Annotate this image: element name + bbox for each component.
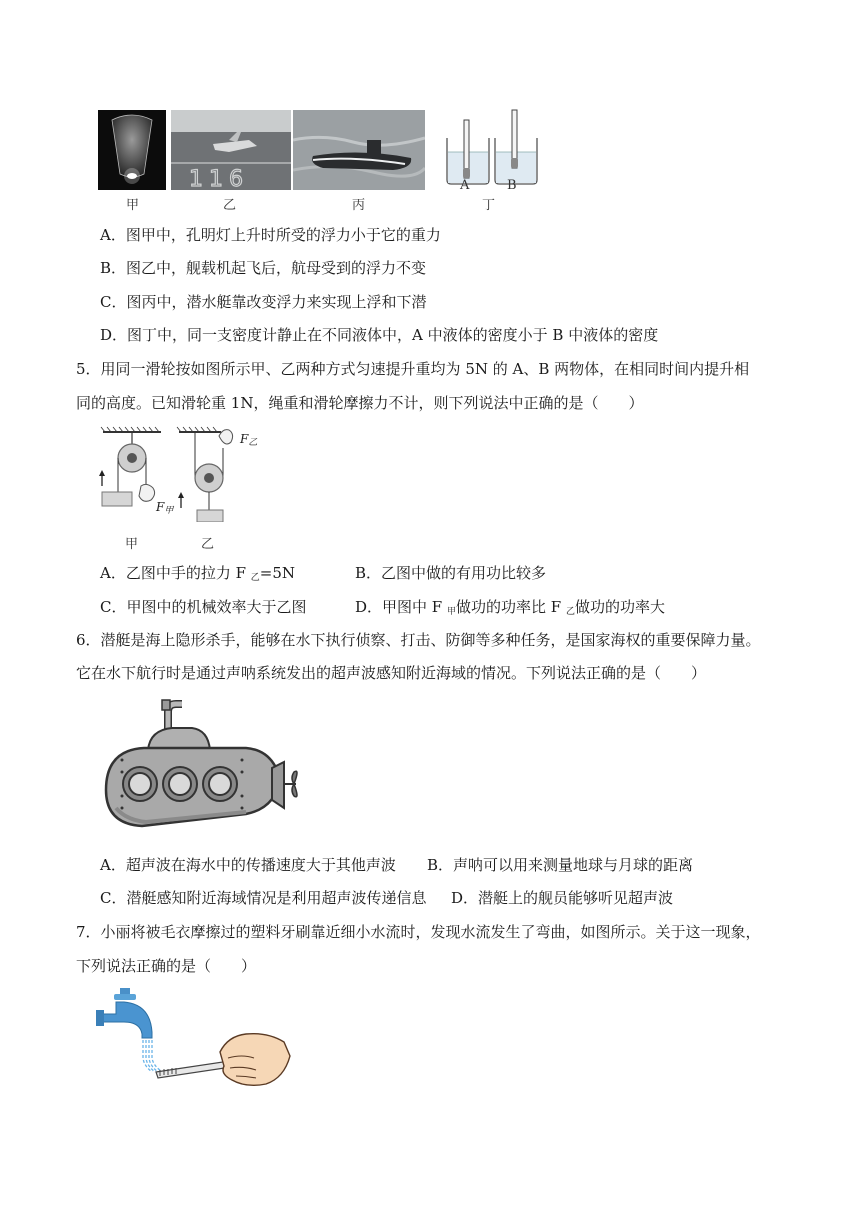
q5-option-b: B．乙图中做的有用功比较多 [355, 564, 547, 582]
q6-option-b: B．声呐可以用来测量地球与月球的距离 [427, 856, 694, 874]
q6-option-d: D．潜艇上的舰员能够听见超声波 [451, 889, 674, 907]
kongming-lantern-photo [98, 110, 166, 190]
beaker-a-label: A [460, 178, 470, 193]
q5-stem-line1: 5．用同一滑轮按如图所示甲、乙两种方式匀速提升重均为 5N 的 A、B 两物体，在相同时间内提升相 [76, 360, 750, 378]
q5-stem-line2: 同的高度。已知滑轮重 1N，绳重和滑轮摩擦力不计，则下列说法中正确的是（ ） [76, 394, 644, 412]
caption-yi: 乙 [223, 198, 237, 213]
q6-stem-line1: 6．潜艇是海上隐形杀手，能够在水下执行侦察、打击、防御等多种任务，是国家海权的重要保障力量。 [76, 631, 761, 649]
caption-ding: 丁 [482, 198, 496, 213]
q4-option-c: C．图丙中，潜水艇靠改变浮力来实现上浮和下潜 [100, 293, 427, 311]
force-label-yi: $F_乙$ [240, 432, 258, 448]
q6-option-c: C．潜艇感知附近海域情况是利用超声波传递信息 [100, 889, 427, 907]
faucet-toothbrush-figure [96, 988, 292, 1088]
submarine-photo [293, 110, 425, 190]
q6-option-a: A．超声波在海水中的传播速度大于其他声波 [100, 856, 396, 874]
q4-option-a: A．图甲中，孔明灯上升时所受的浮力小于它的重力 [100, 226, 441, 244]
cartoon-submarine-figure [96, 698, 304, 836]
q5-caption-yi: 乙 [201, 537, 215, 552]
force-label-jia: $F_甲$ [156, 500, 174, 516]
deck-number: 116 [189, 167, 249, 190]
beaker-b-label: B [507, 178, 517, 193]
q6-stem-line2: 它在水下航行时是通过声呐系统发出的超声波感知附近海域的情况。下列说法正确的是（ ） [76, 664, 707, 682]
q5-option-a: A．乙图中手的拉力 F $_乙$=5N [100, 564, 296, 583]
q4-option-d: D．图丁中，同一支密度计静止在不同液体中，A 中液体的密度小于 B 中液体的密度 [100, 326, 659, 344]
q7-stem-line1: 7．小丽将被毛衣摩擦过的塑料牙刷靠近细小水流时，发现水流发生了弯曲，如图所示。关于这一现象， [76, 923, 761, 941]
q5-option-d: D．甲图中 F $_甲$做功的功率比 F $_乙$做功的功率大 [355, 598, 665, 617]
aircraft-carrier-photo [171, 110, 291, 190]
caption-jia: 甲 [126, 198, 140, 213]
caption-bing: 丙 [352, 198, 366, 213]
q5-option-c: C．甲图中的机械效率大于乙图 [100, 598, 307, 616]
q4-option-b: B．图乙中，舰载机起飞后，航母受到的浮力不变 [100, 259, 427, 277]
q5-caption-jia: 甲 [125, 537, 139, 552]
q7-stem-line2: 下列说法正确的是（ ） [76, 957, 257, 975]
